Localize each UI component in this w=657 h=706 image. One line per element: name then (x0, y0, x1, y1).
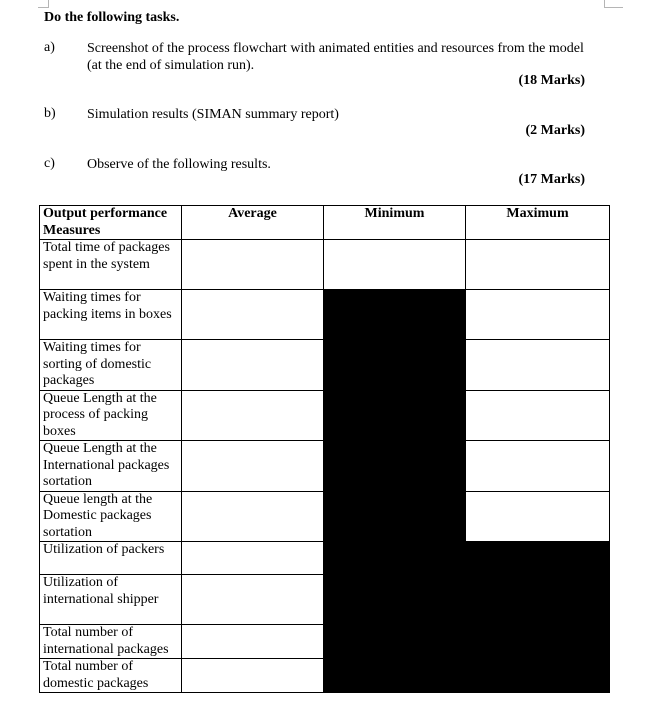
maximum-cell[interactable] (466, 290, 610, 340)
measure-cell: Utilization of packers (40, 542, 182, 575)
header-measures: Output performance Measures (40, 206, 182, 240)
maximum-cell-blocked (466, 625, 610, 659)
task-a-text (87, 40, 607, 74)
task-b-marks: (2 Marks) (525, 123, 585, 138)
task-c-label: c) (44, 156, 55, 171)
task-b-text: Simulation results (SIMAN summary report) (87, 107, 339, 122)
maximum-cell-blocked (466, 575, 610, 625)
measure-cell: Waiting times for sorting of domestic packages (40, 340, 182, 391)
task-c-marks: (17 Marks) (518, 172, 585, 187)
table-row (40, 340, 610, 391)
maximum-cell-blocked (466, 542, 610, 575)
table-row (40, 575, 610, 625)
table-row (40, 240, 610, 290)
measure-cell: Queue Length at the process of packing boxes (40, 390, 182, 441)
minimum-cell-blocked (324, 390, 466, 441)
heading: Do the following tasks. (44, 10, 180, 25)
average-cell[interactable] (182, 542, 324, 575)
maximum-cell-blocked (466, 659, 610, 693)
measure-cell: Queue Length at the International packages sortation (40, 441, 182, 492)
measure-cell: Total number of international packages (40, 625, 182, 659)
average-cell[interactable] (182, 659, 324, 693)
average-cell[interactable] (182, 491, 324, 542)
measure-cell: Queue length at the Domestic packages sortation (40, 491, 182, 542)
task-a-marks: (18 Marks) (518, 73, 585, 88)
minimum-cell-blocked (324, 625, 466, 659)
average-cell[interactable] (182, 575, 324, 625)
average-cell[interactable] (182, 390, 324, 441)
minimum-cell-blocked (324, 441, 466, 492)
results-table (39, 205, 610, 693)
table-row (40, 659, 610, 693)
maximum-cell[interactable] (466, 340, 610, 391)
table-row (40, 290, 610, 340)
task-b-label: b) (44, 106, 56, 121)
minimum-cell-blocked (324, 542, 466, 575)
header-minimum: Minimum (324, 206, 466, 240)
minimum-cell-blocked (324, 491, 466, 542)
header-average: Average (182, 206, 324, 240)
minimum-cell[interactable] (324, 240, 466, 290)
average-cell[interactable] (182, 290, 324, 340)
average-cell[interactable] (182, 441, 324, 492)
table-row (40, 390, 610, 441)
average-cell[interactable] (182, 240, 324, 290)
table-row (40, 625, 610, 659)
maximum-cell[interactable] (466, 441, 610, 492)
header-maximum: Maximum (466, 206, 610, 240)
task-a-line2: (at the end of simulation run). (87, 58, 255, 73)
minimum-cell-blocked (324, 290, 466, 340)
maximum-cell[interactable] (466, 491, 610, 542)
maximum-cell[interactable] (466, 390, 610, 441)
page-corner-mark-left (38, 0, 49, 8)
measure-cell: Total number of domestic packages (40, 659, 182, 693)
average-cell[interactable] (182, 625, 324, 659)
measure-cell: Utilization of international shipper (40, 575, 182, 625)
table-header-row (40, 206, 610, 240)
task-a-line1: Screenshot of the process flowchart with animated entities and resources from the model (87, 41, 584, 56)
task-c-text: Observe of the following results. (87, 157, 271, 172)
minimum-cell-blocked (324, 575, 466, 625)
measure-cell: Total time of packages spent in the system (40, 240, 182, 290)
table-row (40, 491, 610, 542)
average-cell[interactable] (182, 340, 324, 391)
maximum-cell[interactable] (466, 240, 610, 290)
minimum-cell-blocked (324, 659, 466, 693)
table-row (40, 441, 610, 492)
task-a-label: a) (44, 40, 55, 55)
page-corner-mark-right (604, 0, 623, 8)
table-row (40, 542, 610, 575)
minimum-cell-blocked (324, 340, 466, 391)
measure-cell: Waiting times for packing items in boxes (40, 290, 182, 340)
